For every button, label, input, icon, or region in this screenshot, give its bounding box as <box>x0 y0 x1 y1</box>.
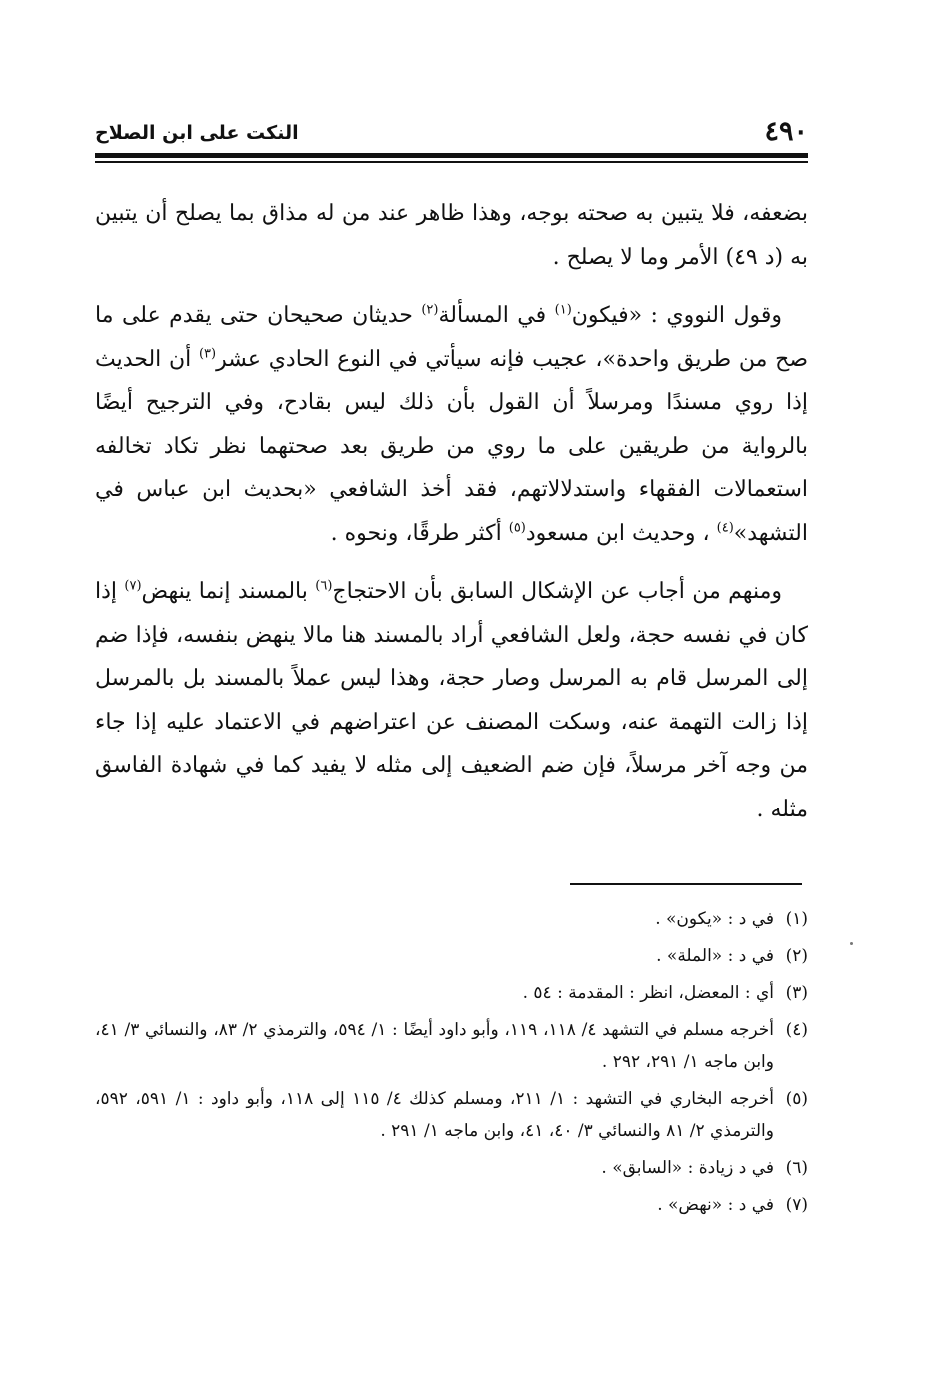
margin-dot <box>850 942 853 945</box>
footnote-5 <box>95 1083 808 1147</box>
footnote-number: (٤) <box>785 1020 808 1040</box>
footnote-number: (٢) <box>785 946 808 966</box>
paragraph-2-text-b: في المسألة <box>438 303 555 328</box>
paragraph-2-text-f: أكثر طرقًا، ونحوه . <box>330 520 509 546</box>
footnote-ref-7[interactable]: (٧) <box>124 578 142 594</box>
footnote-text: أخرجه البخاري في التشهد : ١/ ٢١١، ومسلم كذلك ٤/ ١١٥ إلى ١١٨، وأبو داود : ١/ ٥٩١، ٥٩٢، والترمذي ٢/ ٨١ والنسائي ٣/ ٤٠، ٤١، وابن ماجه ١/ ٢٩١ . <box>95 1089 775 1141</box>
running-title: النكت على ابن الصلاح <box>95 122 299 144</box>
page-header <box>95 118 808 146</box>
footnote-text: في د : «الملة» . <box>656 946 774 966</box>
footnote-number: (٦) <box>785 1158 808 1178</box>
paragraph-3-text-a: ومنهم من أجاب عن الإشكال السابق بأن الاحتجاج <box>332 579 782 604</box>
footnote-text: في د : «نهض» . <box>657 1195 774 1215</box>
footnote-6 <box>95 1152 808 1184</box>
footnote-text: في د : «يكون» . <box>655 909 774 929</box>
paragraph-3 <box>95 570 808 831</box>
paragraph-1-text: بضعفه، فلا يتبين به صحته بوجه، وهذا ظاهر عند من له مذاق بما يصلح أن يتبين به (د ٤٩) الأمر وما لا يصلح . <box>95 201 808 270</box>
footnote-number: (٧) <box>785 1195 808 1215</box>
footnote-number: (١) <box>785 909 808 929</box>
footnote-ref-2[interactable]: (٢) <box>421 302 439 318</box>
footnote-ref-6[interactable]: (٦) <box>315 578 333 594</box>
header-rule-thin <box>95 161 808 163</box>
paragraph-2 <box>95 294 808 555</box>
footnote-text: في د زيادة : «السابق» . <box>601 1158 774 1178</box>
footnote-text: أي : المعضل، انظر : المقدمة : ٥٤ . <box>522 983 774 1003</box>
footnote-text: أخرجه مسلم في التشهد ٤/ ١١٨، ١١٩، وأبو داود أيضًا : ١/ ٥٩٤، والترمذي ٢/ ٨٣، والنسائي ٣/ ٤١، وابن ماجه ١/ ٢٩١، ٢٩٢ . <box>95 1020 774 1072</box>
paragraph-3-text-c: إذا كان في نفسه حجة، ولعل الشافعي أراد بالمسند هنا مالا ينهض بنفسه، فإذا ضم إلى المرسل قام به المرسل وصار حجة، وهذا ليس عملاً بالمسند بل بالمرسل إذا زالت التهمة عنه، وسكت المصنف عن اعتراضهم في الاعتماد عليه إذا جاء من وجه آخر مرسلاً، فإن ضم الضعيف إلى مثله لا يفيد كما في شهادة الفاسق مثله . <box>95 579 808 822</box>
header-rule-thick <box>95 153 808 158</box>
paragraph-2-text-e: ، وحديث ابن مسعود <box>525 520 717 546</box>
footnote-ref-4[interactable]: (٤) <box>716 520 734 536</box>
footnote-2 <box>95 940 808 972</box>
paragraph-3-text-b: بالمسند إنما ينهض <box>141 579 316 604</box>
footnote-ref-3[interactable]: (٣) <box>198 346 217 362</box>
paragraph-2-text-c: حديثان صحيحان حتى يقدم على ما صح من طريق واحدة»، عجيب فإنه سيأتي في النوع الحادي عشر <box>95 303 808 372</box>
page-number: ٤٩٠ <box>764 116 808 147</box>
main-text <box>95 192 808 831</box>
footnotes <box>95 903 808 1226</box>
footnote-number: (٥) <box>785 1089 808 1109</box>
footnote-1 <box>95 903 808 935</box>
footnote-separator <box>570 883 802 885</box>
paragraph-2-text-a: وقول النووي : «فيكون <box>571 303 782 328</box>
footnote-ref-5[interactable]: (٥) <box>508 520 526 536</box>
footnote-7 <box>95 1189 808 1221</box>
footnote-number: (٣) <box>785 983 808 1003</box>
paragraph-1 <box>95 192 808 279</box>
paragraph-2-text-d: أن الحديث إذا روي مسندًا ومرسلاً أن القول بأن ذلك ليس بقادح، وفي الترجيح أيضًا بالرواية من طريقين على ما روي من طريق بعد صحتهما نظر تكاد تخالفه استعمالات الفقهاء واستدلالاتهم، فقد أخذ الشافعي «بحديث ابن عباس في التشهد» <box>95 346 808 546</box>
footnote-ref-1[interactable]: (١) <box>554 302 572 318</box>
footnote-3 <box>95 977 808 1009</box>
footnote-4 <box>95 1014 808 1078</box>
